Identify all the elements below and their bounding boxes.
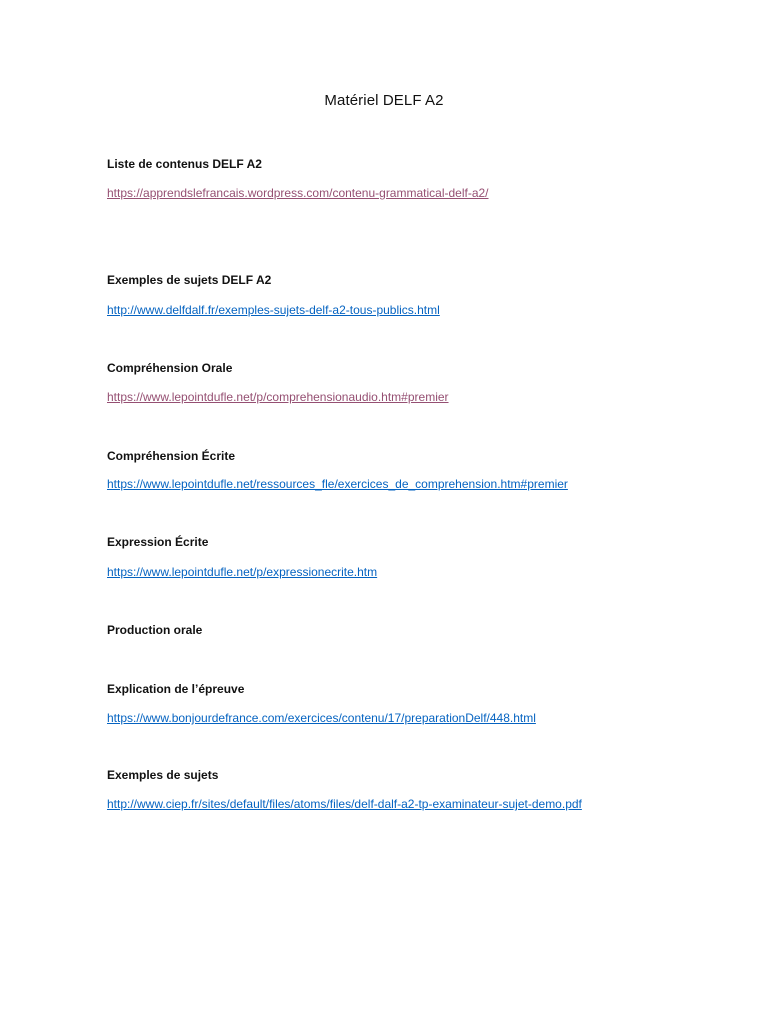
link-delfdalf-exemples[interactable]: http://www.delfdalf.fr/exemples-sujets-delf-a2-tous-publics.html (107, 303, 440, 317)
link-ciep-sujet-demo[interactable]: http://www.ciep.fr/sites/default/files/atoms/files/delf-dalf-a2-tp-examinateur-sujet-demo.pdf (107, 797, 582, 811)
link-comprehension-audio[interactable]: https://www.lepointdufle.net/p/comprehensionaudio.htm#premier (107, 390, 449, 404)
section-heading-explication-epreuve: Explication de l’épreuve (107, 682, 245, 696)
section-heading-exemples-sujets: Exemples de sujets (107, 768, 219, 782)
section-heading-comprehension-ecrite: Compréhension Écrite (107, 449, 236, 463)
link-exercices-comprehension[interactable]: https://www.lepointdufle.net/ressources_fle/exercices_de_comprehension.htm#premier (107, 477, 568, 491)
page-title: Matériel DELF A2 (324, 92, 444, 109)
link-contenu-grammatical[interactable]: https://apprendslefrancais.wordpress.com/contenu-grammatical-delf-a2/ (107, 186, 489, 200)
section-heading-liste-contenus: Liste de contenus DELF A2 (107, 157, 262, 171)
section-heading-exemples-sujets-a2: Exemples de sujets DELF A2 (107, 273, 272, 287)
link-expression-ecrite[interactable]: https://www.lepointdufle.net/p/expressionecrite.htm (107, 565, 378, 579)
section-heading-expression-ecrite: Expression Écrite (107, 535, 209, 549)
section-heading-production-orale: Production orale (107, 623, 203, 637)
link-bonjourdefrance[interactable]: https://www.bonjourdefrance.com/exercices/contenu/17/preparationDelf/448.html (107, 711, 536, 725)
section-heading-comprehension-orale: Compréhension Orale (107, 361, 233, 375)
